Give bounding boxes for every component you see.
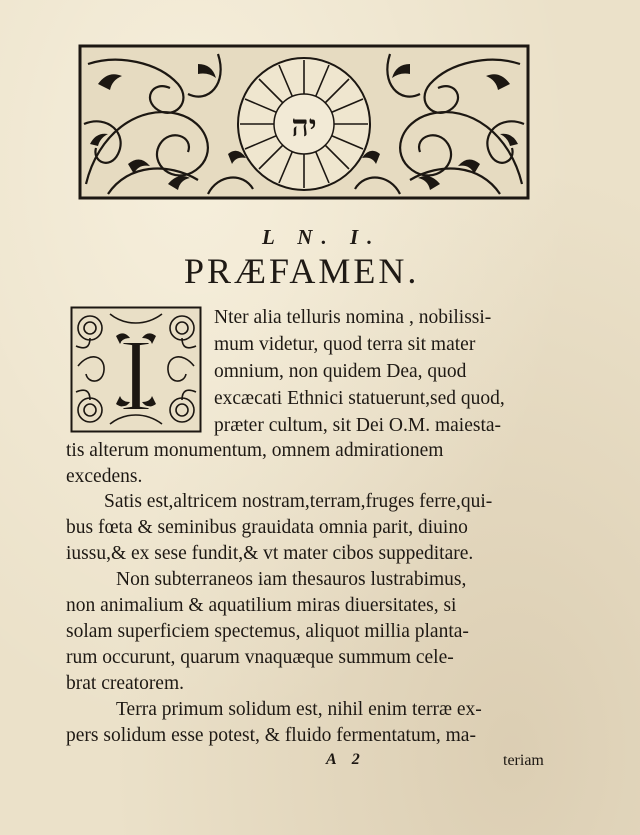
text-line: bus fœta & seminibus grauidata omnia parit, diuino [66,517,468,538]
drop-cap-letter: I [118,318,154,433]
text-line: Satis est,altricem nostram,terram,fruges ferre,qui- [104,491,493,512]
text-line: rum occurunt, quarum vnaquæque summum cele- [66,647,454,668]
text-line: solam superficiem spectemus, aliquot millia planta- [66,621,469,642]
text-line: brat creatorem. [66,673,185,694]
text-line: tis alterum monumentum, omnem admirationem [66,440,444,461]
text-line: omnium, non quidem Dea, quod [214,361,467,382]
text-line: iussu,& ex sese fundit,& vt mater cibos suppeditare. [66,543,474,564]
gathering-signature: A 2 [326,751,366,768]
sunburst-icon [238,58,370,190]
headpiece-glyph: יה [291,109,317,144]
ornamental-headpiece [78,44,530,200]
text-line: non animalium & aquatilium miras diuersitates, si [66,595,457,616]
text-line: excæcati Ethnici statuerunt,sed quod, [214,388,505,409]
signature-mark: L N. I. [262,225,382,249]
text-line: mum videtur, quod terra sit mater [214,334,476,355]
text-line: præter cultum, sit Dei O.M. maiesta- [214,415,502,436]
decorated-initial [70,306,202,433]
text-line: excedens. [66,466,143,487]
text-line: Non subterraneos iam thesauros lustrabimus, [116,569,467,590]
text-line: Terra primum solidum est, nihil enim terræ ex- [116,699,482,720]
text-line: pers solidum esse potest, & fluido fermentatum, ma- [66,725,476,746]
catchword: teriam [503,752,544,769]
text-line: Nter alia telluris nomina , nobilissi- [214,307,492,328]
page-title: PRÆFAMEN. [184,251,420,291]
